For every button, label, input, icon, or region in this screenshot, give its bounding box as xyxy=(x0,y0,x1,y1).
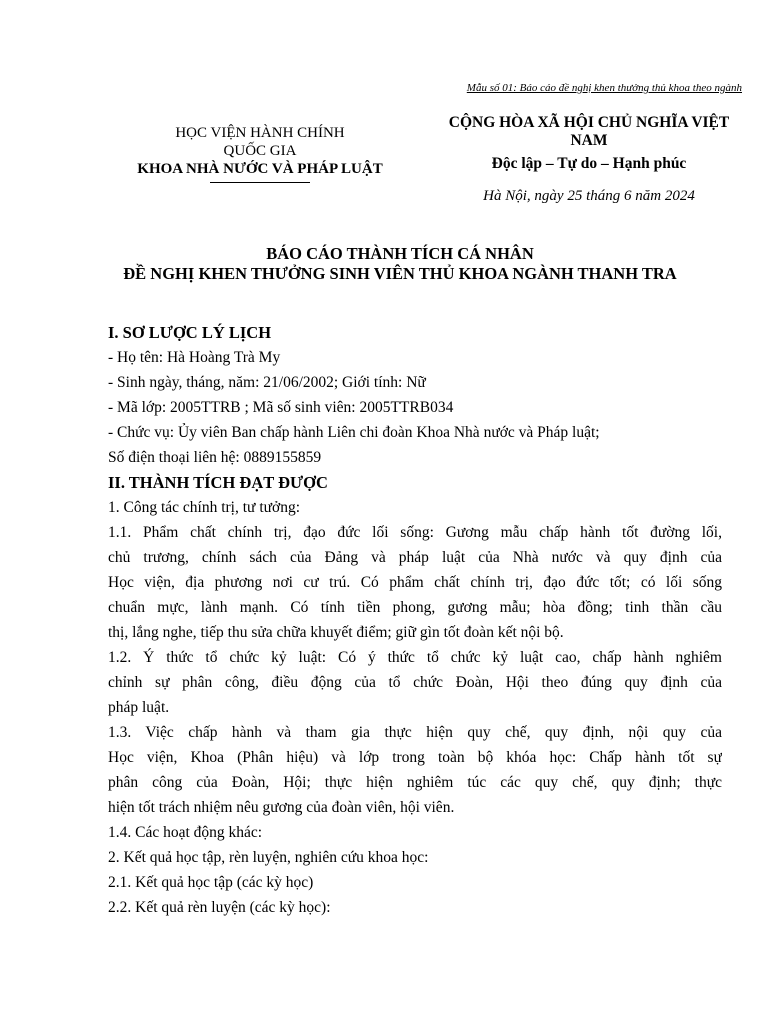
paragraph-line: chủ trương, chính sách của Đảng và pháp luật của Nhà nước và quy định của xyxy=(108,549,722,566)
paragraph-line: chuẩn mực, lành mạnh. Có tính tiền phong, gương mẫu; hòa đồng; tinh thần cầu xyxy=(108,599,722,616)
paragraph-line: 1.1. Phẩm chất chính trị, đạo đức lối sống: Gương mẫu chấp hành tốt đường lối, xyxy=(108,524,722,541)
field-full-name: - Họ tên: Hà Hoàng Trà My xyxy=(108,349,281,366)
subsection-training-results: 2.2. Kết quả rèn luyện (các kỳ học): xyxy=(108,899,331,916)
title-line-1: BÁO CÁO THÀNH TÍCH CÁ NHÂN xyxy=(266,244,534,263)
field-birth-date-gender: - Sinh ngày, tháng, năm: 21/06/2002; Giới tính: Nữ xyxy=(108,374,426,391)
form-number-note: Mẫu số 01: Báo cáo đề nghị khen thưởng thủ khoa theo ngành xyxy=(466,82,742,94)
document-body xyxy=(108,320,722,920)
paragraph-line: 1.2. Ý thức tổ chức kỷ luật: Có ý thức tổ chức kỷ luật cao, chấp hành nghiêm xyxy=(108,649,722,666)
field-phone: Số điện thoại liên hệ: 0889155859 xyxy=(108,449,322,466)
paragraph-line: Học viện, địa phương nơi cư trú. Có phẩm chất chính trị, đạo đức tốt; có lối sống xyxy=(108,574,722,591)
paragraph-line: phân công của Đoàn, Hội; thực hiện nghiêm túc các quy chế, quy định; thực xyxy=(108,774,722,791)
subsection-study-results: 2. Kết quả học tập, rèn luyện, nghiên cứu khoa học: xyxy=(108,849,429,866)
title-line-2: ĐỀ NGHỊ KHEN THƯỞNG SINH VIÊN THỦ KHOA NGÀNH THANH TRA xyxy=(123,264,677,283)
paragraph-line: 1.3. Việc chấp hành và tham gia thực hiện quy chế, quy định, nội quy của xyxy=(108,724,722,741)
org-name-line-1: HỌC VIỆN HÀNH CHÍNH xyxy=(175,125,345,141)
national-motto: Độc lập – Tự do – Hạnh phúc xyxy=(491,155,687,172)
paragraph-line: thị, lắng nghe, tiếp thu sửa chữa khuyết điểm; giữ gìn tốt đoàn kết nội bộ. xyxy=(108,624,564,641)
nation-name-line-1: CỘNG HÒA XÃ HỘI CHỦ NGHĨA VIỆT xyxy=(448,114,730,131)
national-header xyxy=(428,114,750,173)
paragraph-line: hiện tốt trách nhiệm nêu gương của đoàn viên, hội viên. xyxy=(108,799,455,816)
field-class-student-id: - Mã lớp: 2005TTRB ; Mã số sinh viên: 2005TTRB034 xyxy=(108,399,454,416)
paragraph-line: chỉnh sự phân công, điều động của tổ chức Đoàn, Hội theo đúng quy định của xyxy=(108,674,722,691)
org-underline-divider xyxy=(210,182,310,183)
subsection-other-activities: 1.4. Các hoạt động khác: xyxy=(108,824,263,841)
section-heading-profile: I. SƠ LƯỢC LÝ LỊCH xyxy=(108,323,272,342)
document-date: Hà Nội, ngày 25 tháng 6 năm 2024 xyxy=(483,188,695,204)
nation-name-line-2: NAM xyxy=(570,132,608,149)
faculty-name: KHOA NHÀ NƯỚC VÀ PHÁP LUẬT xyxy=(137,161,383,177)
paragraph-line: Học viện, Khoa (Phân hiệu) và lớp trong toàn bộ khóa học: Chấp hành tốt sự xyxy=(108,749,722,766)
issuing-organization xyxy=(110,124,410,183)
section-heading-achievements: II. THÀNH TÍCH ĐẠT ĐƯỢC xyxy=(108,473,328,492)
subsection-academic-results: 2.1. Kết quả học tập (các kỳ học) xyxy=(108,874,314,891)
subsection-political-work: 1. Công tác chính trị, tư tưởng: xyxy=(108,499,301,516)
field-position: - Chức vụ: Ủy viên Ban chấp hành Liên chi đoàn Khoa Nhà nước và Pháp luật; xyxy=(108,424,600,441)
document-title xyxy=(40,244,760,284)
paragraph-line: pháp luật. xyxy=(108,699,170,716)
org-name-line-2: QUỐC GIA xyxy=(223,143,297,159)
